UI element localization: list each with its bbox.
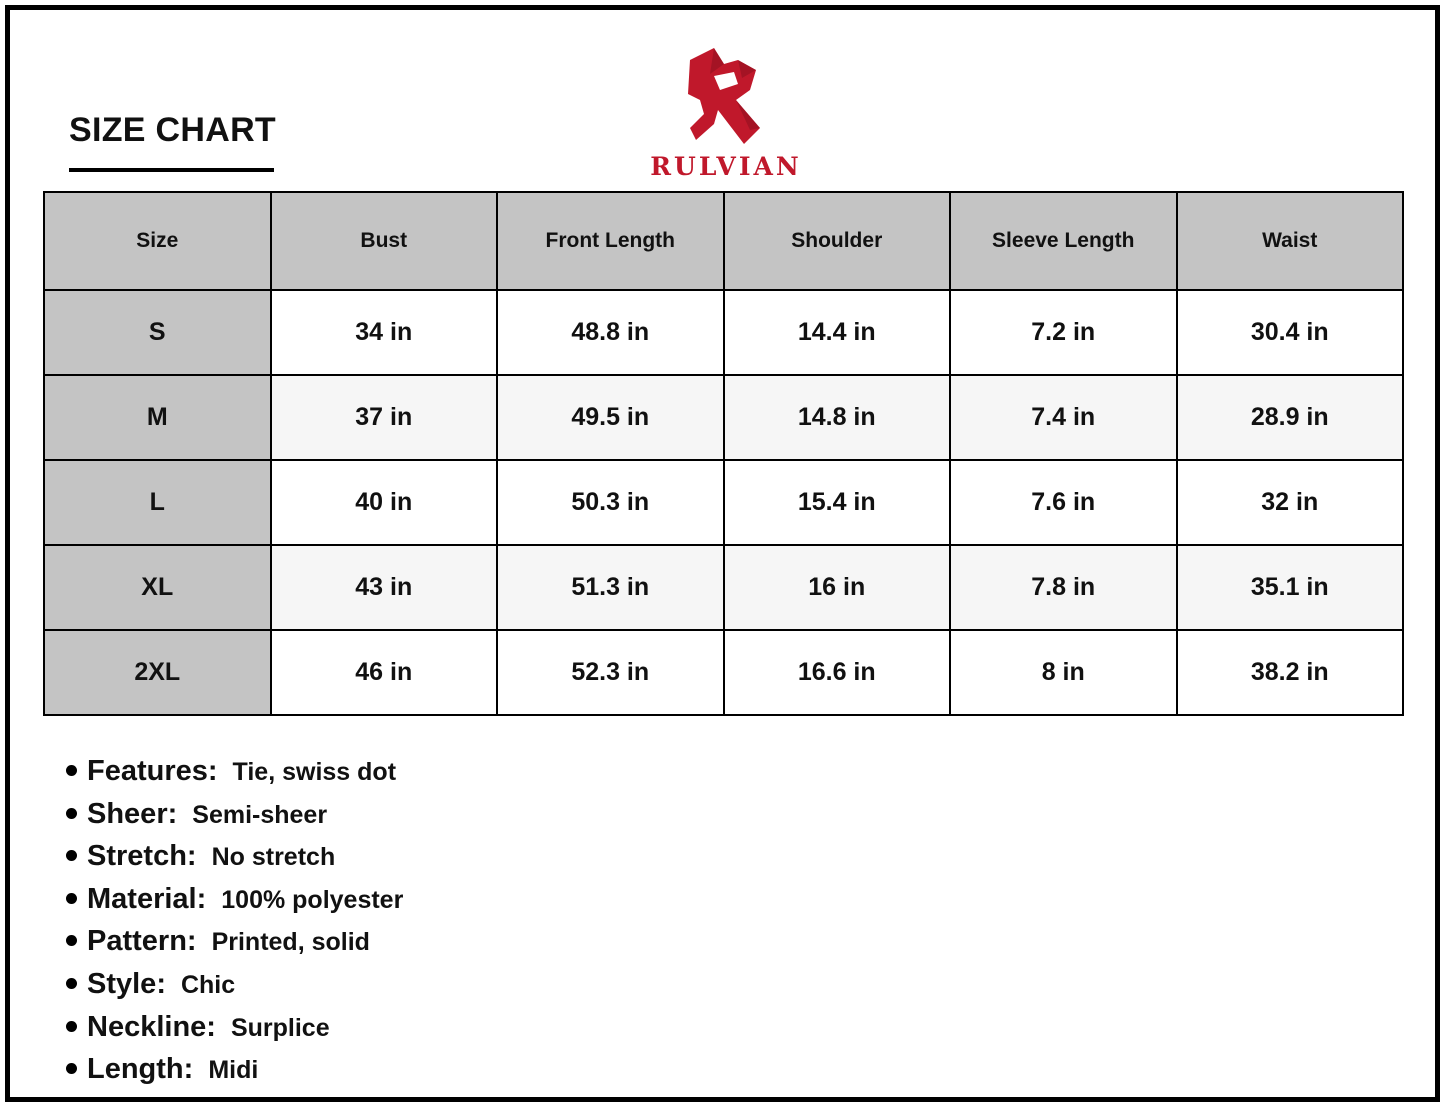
table-row — [44, 545, 1403, 630]
shoulder-cell: 16 in — [724, 545, 951, 630]
bullet-icon — [66, 765, 77, 776]
feature-label: Material: — [87, 882, 207, 915]
waist-cell: 28.9 in — [1177, 375, 1404, 460]
header-bust: Bust — [271, 192, 498, 290]
sleeve-length-cell: 8 in — [950, 630, 1177, 715]
feature-label: Sheer: — [87, 797, 178, 830]
feature-item-neckline — [66, 1011, 403, 1054]
table-row — [44, 460, 1403, 545]
sleeve-length-cell: 7.2 in — [950, 290, 1177, 375]
shoulder-cell: 14.8 in — [724, 375, 951, 460]
shoulder-cell: 16.6 in — [724, 630, 951, 715]
page-title: SIZE CHART — [69, 111, 276, 149]
feature-item-length — [66, 1053, 403, 1096]
feature-value: Tie, swiss dot — [232, 758, 397, 786]
bullet-icon — [66, 1063, 77, 1074]
front-length-cell: 51.3 in — [497, 545, 724, 630]
waist-cell: 30.4 in — [1177, 290, 1404, 375]
shoulder-cell: 15.4 in — [724, 460, 951, 545]
front-length-cell: 48.8 in — [497, 290, 724, 375]
feature-value: Printed, solid — [211, 928, 370, 957]
header-shoulder: Shoulder — [724, 192, 951, 290]
sleeve-length-cell: 7.6 in — [950, 460, 1177, 545]
bust-cell: 34 in — [271, 290, 498, 375]
feature-label: Features: — [87, 755, 218, 787]
bullet-icon — [66, 850, 77, 861]
header-size: Size — [44, 192, 271, 290]
waist-cell: 35.1 in — [1177, 545, 1404, 630]
table-row — [44, 290, 1403, 375]
table-header-row — [44, 192, 1403, 290]
sleeve-length-cell: 7.8 in — [950, 545, 1177, 630]
feature-item-pattern — [66, 925, 403, 968]
feature-label: Length: — [87, 1053, 194, 1086]
feature-value: Surplice — [230, 1013, 330, 1042]
header-sleeve-length: Sleeve Length — [950, 192, 1177, 290]
feature-item-sheer — [66, 798, 403, 841]
bullet-icon — [66, 1021, 77, 1032]
size-cell: M — [44, 375, 271, 460]
feature-item-material — [66, 883, 403, 926]
feature-list — [66, 755, 403, 1096]
waist-cell: 32 in — [1177, 460, 1404, 545]
bullet-icon — [66, 808, 77, 819]
title-underline — [69, 168, 274, 172]
waist-cell: 38.2 in — [1177, 630, 1404, 715]
feature-item-features — [66, 755, 403, 798]
table-row — [44, 630, 1403, 715]
feature-value: 100% polyester — [221, 885, 404, 914]
bust-cell: 46 in — [271, 630, 498, 715]
brand-r-logo-icon — [680, 48, 768, 148]
bust-cell: 43 in — [271, 545, 498, 630]
feature-label: Stretch: — [87, 840, 197, 873]
feature-value: Midi — [208, 1056, 259, 1085]
bust-cell: 40 in — [271, 460, 498, 545]
header-waist: Waist — [1177, 192, 1404, 290]
header-front-length: Front Length — [497, 192, 724, 290]
feature-value: No stretch — [211, 843, 336, 872]
table-row — [44, 375, 1403, 460]
front-length-cell: 49.5 in — [497, 375, 724, 460]
feature-value: Semi-sheer — [192, 800, 328, 829]
bullet-icon — [66, 978, 77, 989]
shoulder-cell: 14.4 in — [724, 290, 951, 375]
feature-label: Style: — [87, 967, 166, 1000]
feature-label: Neckline: — [87, 1010, 216, 1043]
sleeve-length-cell: 7.4 in — [950, 375, 1177, 460]
size-chart-card — [5, 5, 1440, 1102]
feature-item-style — [66, 968, 403, 1011]
front-length-cell: 52.3 in — [497, 630, 724, 715]
bullet-icon — [66, 935, 77, 946]
size-cell: XL — [44, 545, 271, 630]
brand-logo — [640, 48, 812, 188]
size-cell: L — [44, 460, 271, 545]
brand-wordmark: RULVIAN — [650, 152, 802, 181]
size-cell: S — [44, 290, 271, 375]
feature-item-stretch — [66, 840, 403, 883]
bust-cell: 37 in — [271, 375, 498, 460]
feature-label: Pattern: — [87, 925, 197, 958]
size-cell: 2XL — [44, 630, 271, 715]
size-table — [43, 191, 1404, 716]
bullet-icon — [66, 893, 77, 904]
feature-value: Chic — [180, 970, 236, 999]
front-length-cell: 50.3 in — [497, 460, 724, 545]
